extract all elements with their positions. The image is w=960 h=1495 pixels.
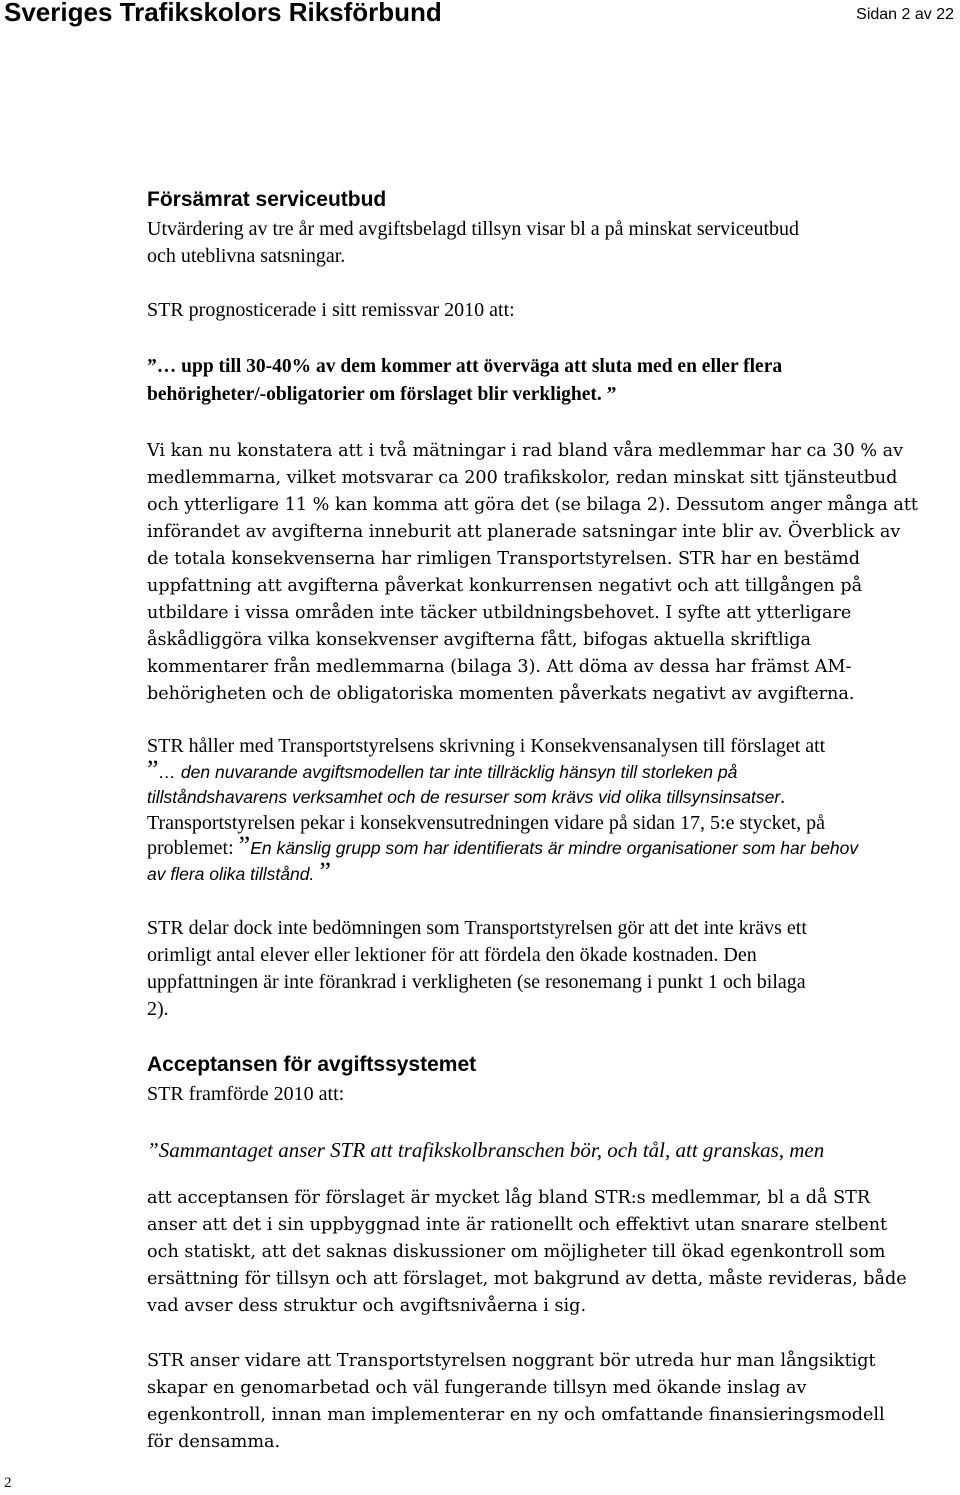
header-page-label: Sidan 2 av 22 <box>856 6 954 23</box>
intro-line: Utvärdering av tre år med avgiftsbelagd tillsyn visar bl a på minskat serviceutbud <box>147 218 800 240</box>
agreement-quote-text: … den nuvarande avgiftsmodellen tar inte tillräcklig hänsyn till storleken på <box>158 761 738 782</box>
investigation-line: egenkontroll, innan man implementerar en ny och omfattande finansieringsmodell <box>147 1405 885 1425</box>
prognosis-quote-text: behörigheter/-obligatorier om förslaget blir verklighet. <box>147 384 602 405</box>
findings-line: åskådliggöra vilka konsekvenser avgifterna fått, bifogas aktuella skriftliga <box>147 630 811 650</box>
open-quote-mark: ” <box>147 754 159 784</box>
footer-page-number: 2 <box>4 1475 12 1491</box>
header-org-title: Sveriges Trafikskolors Riksförbund <box>4 0 442 27</box>
problem-quote-text: av flera olika tillstånd. <box>147 863 315 884</box>
prognosis-quote-text: … upp till 30-40% av dem kommer att överväga att sluta med en eller flera <box>156 356 783 377</box>
agreement-quote-end: . <box>780 786 786 808</box>
open-quote-mark: ” <box>147 356 157 377</box>
ts-line: Transportstyrelsen pekar i konsekvensutredningen vidare på sidan 17, 5:e stycket, på <box>147 811 825 834</box>
open-quote-mark: ” <box>238 831 251 860</box>
agreement-paragraph <box>147 734 947 887</box>
section-heading-acceptans: Acceptansen för avgiftssystemet <box>147 1053 477 1076</box>
findings-line: kommentarer från medlemmarna (bilaga 3). Att döma av dessa har främst AM- <box>147 657 852 677</box>
agreement-intro: STR håller med Transportstyrelsens skrivning i Konsekvensanalysen till förslaget att <box>147 735 826 757</box>
disagreement-line: orimligt antal elever eller lektioner för att fördela den ökade kostnaden. Den <box>147 944 757 966</box>
acceptance-line: att acceptansen för förslaget är mycket låg bland STR:s medlemmar, bl a då STR <box>147 1188 871 1208</box>
findings-line: och ytterligare 11 % kan komma att göra det (se bilaga 2). Dessutom anger många att <box>147 495 918 515</box>
findings-line: behörigheten och de obligatoriska momenten påverkats negativt av avgifterna. <box>147 684 855 704</box>
investigation-paragraph <box>147 1348 937 1456</box>
acceptance-line: och statiskt, att det saknas diskussioner om möjligheter till ökad egenkontroll som <box>147 1242 886 1262</box>
section2-quote <box>147 1138 947 1163</box>
prognosis-quote-line-2 <box>147 381 937 409</box>
disagreement-line: uppfattningen är inte förankrad i verkligheten (se resonemang i punkt 1 och bilaga <box>147 971 806 993</box>
disagreement-line: STR delar dock inte bedömningen som Transportstyrelsen gör att det inte krävs ett <box>147 917 807 939</box>
investigation-line: STR anser vidare att Transportstyrelsen noggrant bör utreda hur man långsiktigt <box>147 1351 876 1371</box>
problem-quote-text: En känslig grupp som har identifierats är mindre organisationer som har behov <box>250 838 859 858</box>
intro-line: och uteblivna satsningar. <box>147 245 346 267</box>
acceptance-line: ersättning för tillsyn och att förslaget, mot bakgrund av detta, måste revideras, både <box>147 1269 907 1289</box>
section2-quote-text: Sammantaget anser STR att trafikskolbranschen bör, och tål, att granskas, men <box>158 1138 825 1162</box>
disagreement-paragraph <box>147 915 937 1023</box>
disagreement-line: 2). <box>147 998 169 1020</box>
findings-line: införandet av avgifterna inneburit att planerade satsningar inte blir av. Överblick av <box>147 522 901 542</box>
section2-intro: STR framförde 2010 att: <box>147 1083 345 1105</box>
agreement-quote-line-1 <box>147 754 947 786</box>
findings-line: de totala konsekvenserna har rimligen Transportstyrelsen. STR har en bestämd <box>147 549 860 569</box>
findings-paragraph <box>147 438 937 708</box>
findings-line: utbildare i vissa områden inte täcker utbildningsbehovet. I syfte att ytterligare <box>147 603 852 623</box>
problem-line-1 <box>147 831 947 862</box>
problem-line-2 <box>147 856 947 888</box>
agreement-quote-line-2 <box>147 785 947 811</box>
findings-line: medlemmarna, vilket motsvarar ca 200 trafikskolor, redan minskat sitt tjänsteutbud <box>147 468 898 488</box>
investigation-line: skapar en genomarbetad och väl fungerande tillsyn med ökande inslag av <box>147 1378 807 1398</box>
open-quote-mark: ” <box>147 1138 159 1162</box>
section-heading-serviceutbud: Försämrat serviceutbud <box>147 188 387 211</box>
problem-label: problemet: <box>147 837 234 859</box>
close-quote-mark: ” <box>606 384 617 405</box>
prognosis-quote <box>147 353 937 409</box>
findings-line: Vi kan nu konstatera att i två mätningar i rad bland våra medlemmar har ca 30 % av <box>147 441 904 461</box>
close-quote-mark: ” <box>319 856 331 886</box>
acceptance-line: anser att det i sin uppbyggnad inte är rationellt och effektivt utan snarare stelbent <box>147 1215 888 1235</box>
prognosis-paragraph: STR prognosticerade i sitt remissvar 2010 att: <box>147 299 515 321</box>
prognosis-quote-line-1 <box>147 353 937 381</box>
investigation-line: för densamma. <box>147 1432 281 1452</box>
intro-paragraph <box>147 216 937 270</box>
findings-line: uppfattning att avgifterna påverkat konkurrensen negativt och att tillgången på <box>147 576 863 596</box>
agreement-quote-text: tillståndshavarens verksamhet och de resurser som krävs vid olika tillsynsinsatser <box>147 787 781 807</box>
acceptance-line: vad avser dess struktur och avgiftsnivåerna i sig. <box>147 1296 587 1316</box>
acceptance-paragraph <box>147 1185 937 1320</box>
